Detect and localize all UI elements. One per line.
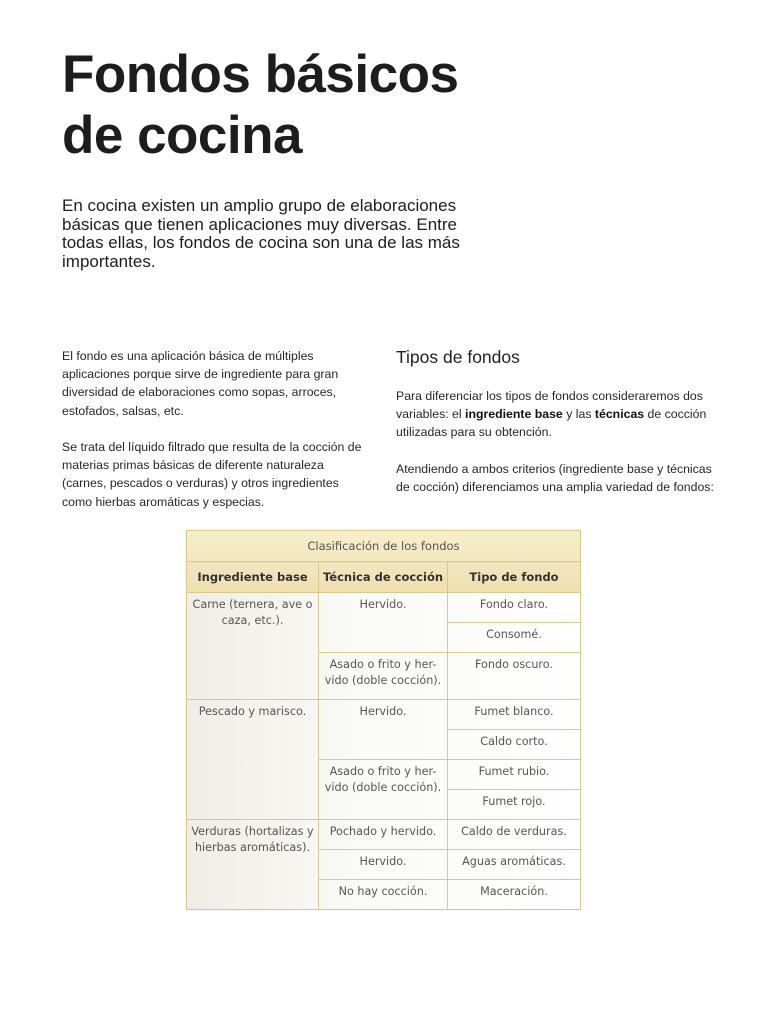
table-header-row — [187, 562, 581, 593]
bold-ingrediente-base: ingrediente base — [465, 407, 563, 422]
cell-type: Fumet rojo. — [448, 790, 581, 820]
cell-technique: Asado o frito y her- vido (doble cocción). — [319, 653, 448, 700]
header-tipo-fondo: Tipo de fondo — [448, 562, 581, 593]
cell-type: Caldo de verduras. — [448, 820, 581, 850]
classification-table-figure — [186, 530, 580, 910]
section-heading: Tipos de fondos — [396, 347, 520, 367]
left-paragraph-2: Se trata del líquido filtrado que resulta de la cocción de materias primas básicas de diferente naturaleza (carnes, pescados o verduras) y otros ingredientes como hierbas aromáticas y especias. — [62, 440, 362, 509]
cell-type: Caldo corto. — [448, 730, 581, 760]
cell-type: Aguas aromáticas. — [448, 850, 581, 880]
page-title — [62, 44, 702, 166]
cell-technique: Hervido. — [319, 593, 448, 653]
left-paragraph-1: El fondo es una aplicación básica de múltiples aplicaciones porque sirve de ingrediente para gran diversidad de elaboraciones como sopas, arroces, estofados, salsas, etc. — [62, 349, 339, 418]
right-paragraph-2: Atendiendo a ambos criterios (ingrediente base y técnicas de cocción) diferenciamos una amplia variedad de fondos: — [396, 461, 714, 494]
header-ingrediente-base: Ingrediente base — [187, 562, 319, 593]
cell-technique: Asado o frito y her- vido (doble cocción). — [319, 760, 448, 820]
cell-ingredient-verduras: Verduras (hortalizas y hierbas aromáticas). — [187, 820, 319, 910]
text-run: y las — [562, 407, 595, 422]
left-column — [62, 347, 367, 511]
table-row — [187, 820, 581, 850]
cell-technique: Pochado y hervido. — [319, 820, 448, 850]
right-column — [396, 345, 716, 514]
table-row — [187, 593, 581, 623]
cell-technique: No hay cocción. — [319, 880, 448, 910]
cell-type: Fumet blanco. — [448, 700, 581, 730]
text-run: de cocción utilizadas para su obtención. — [396, 407, 707, 440]
cell-ingredient-carne: Carne (ternera, ave o caza, etc.). — [187, 593, 319, 700]
cell-type: Fondo claro. — [448, 593, 581, 623]
cell-type: Fondo oscuro. — [448, 653, 581, 700]
cell-ingredient-pescado: Pescado y marisco. — [187, 700, 319, 820]
text-run: Para diferenciar los tipos de fondos consideraremos dos variables: el — [396, 389, 703, 422]
title-line-2: de cocina — [62, 106, 302, 165]
cell-type: Maceración. — [448, 880, 581, 910]
right-paragraph-1 — [396, 387, 716, 442]
intro-paragraph: En cocina existen un amplio grupo de elaboraciones básicas que tienen aplicaciones muy diversas. Entre todas ellas, los fondos de cocina son una de las más importantes. — [62, 196, 460, 271]
cell-technique: Hervido. — [319, 850, 448, 880]
classification-table — [186, 530, 581, 910]
title-line-1: Fondos básicos — [62, 45, 459, 104]
table-caption: Clasificación de los fondos — [186, 530, 581, 561]
cell-type: Fumet rubio. — [448, 760, 581, 790]
cell-technique: Hervido. — [319, 700, 448, 760]
bold-tecnicas: técnicas — [594, 407, 645, 422]
header-tecnica-coccion: Técnica de cocción — [319, 562, 448, 593]
cell-type: Consomé. — [448, 623, 581, 653]
table-row — [187, 700, 581, 730]
